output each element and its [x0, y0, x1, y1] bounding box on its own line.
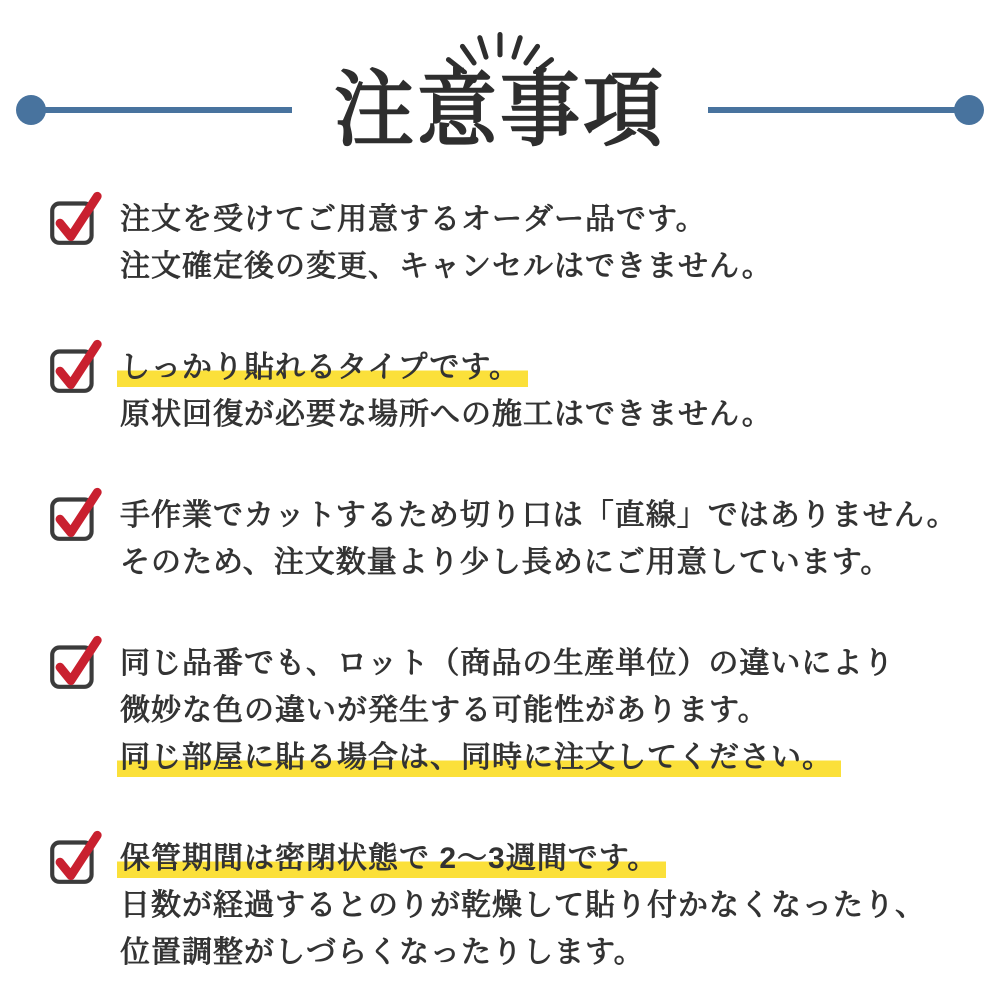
item-text — [120, 640, 894, 781]
item-text — [120, 492, 958, 586]
title-row — [0, 63, 1000, 156]
page-header — [0, 0, 1000, 156]
red-checkmark-checkbox-icon — [46, 485, 104, 543]
red-checkmark-checkbox-icon — [46, 337, 104, 395]
item-line: 手作業でカットするため切り口は「直線」ではありません。 — [120, 499, 958, 532]
highlighted-text: しっかり貼れるタイプです。 — [117, 351, 528, 387]
left-rule — [38, 107, 292, 113]
right-rule — [708, 107, 962, 113]
item-line: 注文確定後の変更、キャンセルはできません。 — [120, 250, 773, 283]
item-line: 位置調整がしづらくなったりします。 — [120, 936, 645, 969]
item-line: 注文を受けてご用意するオーダー品です。 — [120, 203, 707, 236]
red-checkmark-checkbox-icon — [46, 828, 104, 886]
list-item — [46, 640, 964, 781]
list-item — [46, 492, 964, 586]
item-line: 微妙な色の違いが発生する可能性があります。 — [120, 694, 769, 727]
item-line — [120, 734, 894, 781]
item-text — [120, 835, 926, 976]
red-checkmark-checkbox-icon — [46, 633, 104, 691]
item-line: そのため、注文数量より少し長めにご用意しています。 — [120, 546, 892, 579]
item-text — [120, 196, 773, 290]
red-checkmark-checkbox-icon — [46, 189, 104, 247]
item-line — [120, 344, 773, 391]
page-title: 注意事項 — [334, 63, 666, 156]
item-line — [120, 835, 926, 882]
highlighted-text: 同じ部屋に貼る場合は、同時に注文してください。 — [117, 741, 841, 777]
item-line: 原状回復が必要な場所への施工はできません。 — [120, 398, 773, 431]
notice-checklist — [0, 196, 1000, 976]
list-item — [46, 835, 964, 976]
item-line: 同じ品番でも、ロット（商品の生産単位）の違いにより — [120, 647, 895, 680]
highlighted-text: 保管期間は密閉状態で 2～3週間です。 — [117, 842, 666, 878]
list-item — [46, 344, 964, 438]
item-text — [120, 344, 773, 438]
item-line: 日数が経過するとのりが乾燥して貼り付かなくなったり、 — [120, 889, 926, 922]
right-line-dot — [954, 95, 984, 125]
list-item — [46, 196, 964, 290]
